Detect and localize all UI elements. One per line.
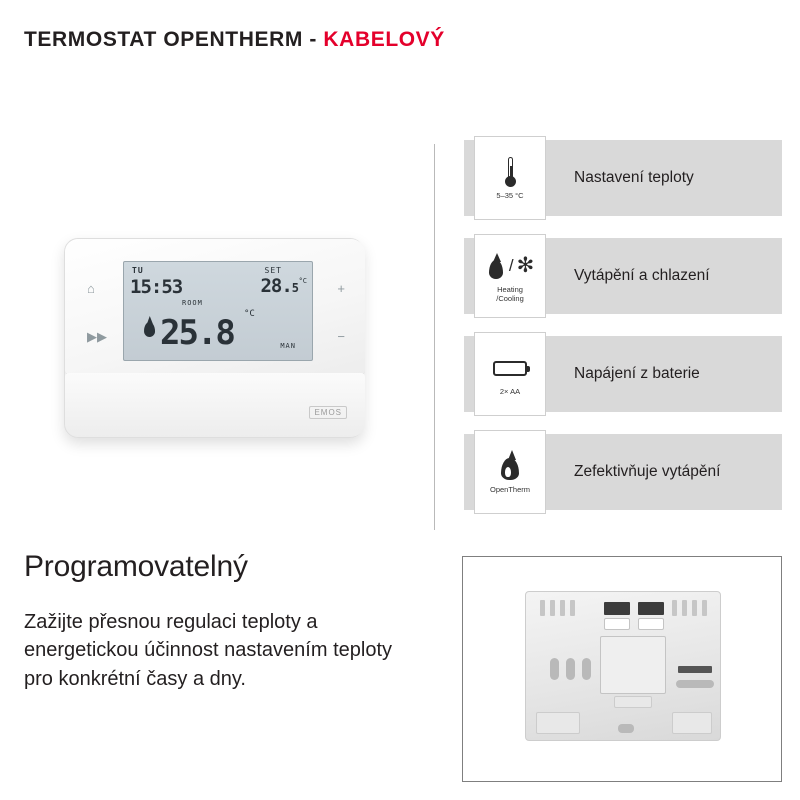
lcd-room-temperature: 25.8 [160, 313, 234, 353]
page-title-accent: KABELOVÝ [323, 28, 445, 51]
minus-icon[interactable]: − [337, 329, 345, 344]
lcd-room-unit: °C [244, 309, 255, 319]
feature-label: Nastavení teploty [574, 168, 694, 186]
section-paragraph: Zažijte přesnou regulaci teploty a energetickou účinnost nastavením teploty pro konkrétní časy a dny. [24, 611, 392, 690]
feature-icon-caption: Heating /Cooling [496, 284, 524, 303]
opentherm-glyph [499, 449, 521, 483]
battery-icon [474, 332, 546, 416]
battery-glyph [493, 351, 527, 385]
lcd-set-value [260, 277, 298, 296]
lcd-time: 15:53 [130, 276, 183, 298]
page-title [24, 28, 445, 52]
thermometer-glyph [504, 155, 517, 189]
next-icon[interactable]: ▶▶ [87, 329, 107, 344]
thermostat-front-panel [65, 239, 365, 375]
plus-icon[interactable]: + [337, 281, 345, 296]
feature-label: Napájení z baterie [574, 364, 700, 382]
snowflake-icon: ✻ [516, 254, 535, 278]
feature-list [434, 140, 782, 532]
opentherm-flame-icon [474, 430, 546, 514]
lcd-set-unit: °C [298, 277, 307, 285]
feature-label: Zefektivňuje vytápění [574, 462, 721, 480]
thermostat-lower-panel [65, 373, 365, 437]
lcd-set-value-int: 28. [260, 275, 292, 297]
flame-snowflake-glyph [486, 249, 534, 283]
home-icon[interactable]: ⌂ [87, 281, 95, 296]
feature-row-opentherm [464, 434, 782, 510]
section-headline: Programovatelný [24, 550, 248, 583]
feature-icon-caption: 2× AA [499, 387, 521, 397]
feature-icon-caption: 5–35 °C [496, 191, 524, 201]
feature-icon-caption: OpenTherm [489, 485, 531, 495]
feature-row-heating-cooling [464, 238, 782, 314]
lcd-mode-label: MAN [280, 342, 296, 350]
page-title-main: TERMOSTAT OPENTHERM - [24, 28, 317, 51]
flame-icon [486, 253, 506, 279]
lcd-day-label: TU [132, 266, 144, 275]
feature-row-battery [464, 336, 782, 412]
emos-brand-logo: EMOS [309, 406, 347, 419]
feature-list-divider [434, 144, 435, 530]
feature-row-temperature [464, 140, 782, 216]
thermometer-icon [474, 136, 546, 220]
lcd-flame-icon [144, 322, 155, 337]
back-panel-photo [462, 556, 782, 782]
thermostat-illustration [56, 228, 376, 448]
feature-label: Vytápění a chlazení [574, 266, 710, 284]
flame-snowflake-icon [474, 234, 546, 318]
slash-separator: / [508, 255, 514, 275]
thermostat-back-plate [525, 591, 721, 741]
lcd-room-label: ROOM [182, 299, 203, 307]
thermostat-body [64, 238, 364, 438]
thermostat-lcd-display [123, 261, 313, 361]
lcd-set-value-dec: 5 [291, 281, 298, 295]
lcd-set-label: SET [264, 266, 282, 275]
